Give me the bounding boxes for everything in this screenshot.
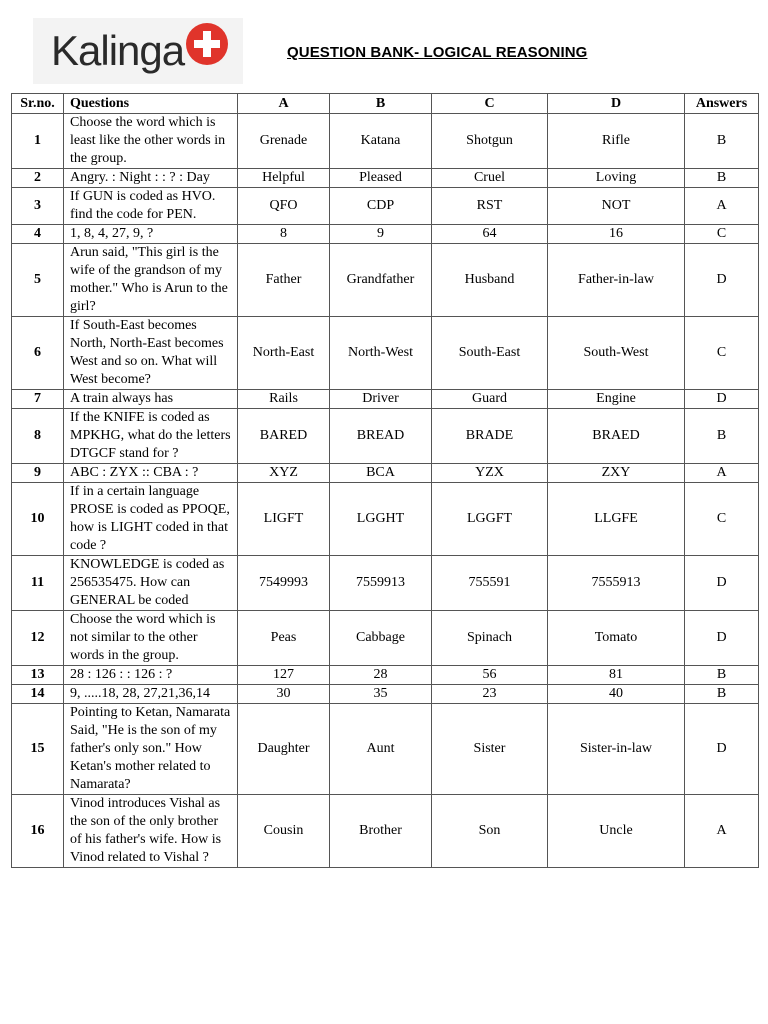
- table-row: [12, 556, 759, 611]
- option-b-cell: North-West: [330, 317, 432, 390]
- option-b-cell: Katana: [330, 114, 432, 169]
- option-b-cell: Pleased: [330, 169, 432, 188]
- option-d-cell: ZXY: [548, 464, 685, 483]
- option-c-cell: LGGFT: [432, 483, 548, 556]
- option-b-cell: Cabbage: [330, 611, 432, 666]
- option-a-cell: XYZ: [238, 464, 330, 483]
- column-header-a: A: [238, 94, 330, 114]
- table-row: [12, 483, 759, 556]
- option-b-cell: BREAD: [330, 409, 432, 464]
- table-row: [12, 666, 759, 685]
- sr-no-cell: 1: [12, 114, 64, 169]
- option-b-cell: CDP: [330, 188, 432, 225]
- option-b-cell: 9: [330, 225, 432, 244]
- sr-no-cell: 4: [12, 225, 64, 244]
- option-a-cell: Grenade: [238, 114, 330, 169]
- table-row: [12, 188, 759, 225]
- option-b-cell: LGGHT: [330, 483, 432, 556]
- option-d-cell: Rifle: [548, 114, 685, 169]
- sr-no-cell: 14: [12, 685, 64, 704]
- option-c-cell: 755591: [432, 556, 548, 611]
- question-cell: 28 : 126 : : 126 : ?: [64, 666, 238, 685]
- question-cell: Arun said, "This girl is the wife of the grandson of my mother." Who is Arun to the girl?: [64, 244, 238, 317]
- option-d-cell: NOT: [548, 188, 685, 225]
- table-row: [12, 611, 759, 666]
- question-bank-table: [11, 93, 759, 868]
- option-c-cell: Cruel: [432, 169, 548, 188]
- column-header-b: B: [330, 94, 432, 114]
- sr-no-cell: 12: [12, 611, 64, 666]
- question-cell: ABC : ZYX :: CBA : ?: [64, 464, 238, 483]
- question-cell: Vinod introduces Vishal as the son of the only brother of his father's wife. How is Vinod related to Vishal ?: [64, 795, 238, 868]
- table-row: [12, 795, 759, 868]
- column-header-questions: Questions: [64, 94, 238, 114]
- question-cell: Pointing to Ketan, Namarata Said, "He is the son of my father's only son." How Ketan's mother related to Namarata?: [64, 704, 238, 795]
- option-a-cell: QFO: [238, 188, 330, 225]
- table-row: [12, 390, 759, 409]
- answer-cell: B: [685, 666, 759, 685]
- option-b-cell: Driver: [330, 390, 432, 409]
- option-d-cell: LLGFE: [548, 483, 685, 556]
- sr-no-cell: 5: [12, 244, 64, 317]
- option-c-cell: 23: [432, 685, 548, 704]
- option-d-cell: 40: [548, 685, 685, 704]
- option-a-cell: BARED: [238, 409, 330, 464]
- option-d-cell: 81: [548, 666, 685, 685]
- table-row: [12, 114, 759, 169]
- option-a-cell: Daughter: [238, 704, 330, 795]
- option-c-cell: YZX: [432, 464, 548, 483]
- answer-cell: C: [685, 225, 759, 244]
- option-a-cell: North-East: [238, 317, 330, 390]
- option-d-cell: South-West: [548, 317, 685, 390]
- question-cell: Angry. : Night : : ? : Day: [64, 169, 238, 188]
- option-c-cell: 64: [432, 225, 548, 244]
- option-d-cell: Tomato: [548, 611, 685, 666]
- kalinga-logo: [33, 18, 243, 84]
- table-row: [12, 704, 759, 795]
- question-cell: If GUN is coded as HVO. find the code for PEN.: [64, 188, 238, 225]
- option-d-cell: Uncle: [548, 795, 685, 868]
- question-cell: If the KNIFE is coded as MPKHG, what do the letters DTGCF stand for ?: [64, 409, 238, 464]
- table-row: [12, 685, 759, 704]
- option-d-cell: 7555913: [548, 556, 685, 611]
- option-c-cell: RST: [432, 188, 548, 225]
- table-row: [12, 317, 759, 390]
- column-header-answers: Answers: [685, 94, 759, 114]
- question-cell: Choose the word which is least like the other words in the group.: [64, 114, 238, 169]
- option-b-cell: 7559913: [330, 556, 432, 611]
- table-row: [12, 464, 759, 483]
- option-a-cell: 127: [238, 666, 330, 685]
- option-b-cell: BCA: [330, 464, 432, 483]
- option-c-cell: Spinach: [432, 611, 548, 666]
- sr-no-cell: 3: [12, 188, 64, 225]
- sr-no-cell: 10: [12, 483, 64, 556]
- option-d-cell: BRAED: [548, 409, 685, 464]
- option-d-cell: Engine: [548, 390, 685, 409]
- option-c-cell: Guard: [432, 390, 548, 409]
- option-d-cell: Loving: [548, 169, 685, 188]
- logo-wordmark: Kalinga: [51, 27, 185, 74]
- option-c-cell: 56: [432, 666, 548, 685]
- answer-cell: A: [685, 188, 759, 225]
- sr-no-cell: 8: [12, 409, 64, 464]
- option-a-cell: Cousin: [238, 795, 330, 868]
- option-d-cell: Sister-in-law: [548, 704, 685, 795]
- option-a-cell: LIGFT: [238, 483, 330, 556]
- option-b-cell: 35: [330, 685, 432, 704]
- sr-no-cell: 15: [12, 704, 64, 795]
- question-cell: If in a certain language PROSE is coded as PPOQE, how is LIGHT coded in that code ?: [64, 483, 238, 556]
- option-b-cell: 28: [330, 666, 432, 685]
- table-header-row: [12, 94, 759, 114]
- column-header-c: C: [432, 94, 548, 114]
- sr-no-cell: 9: [12, 464, 64, 483]
- question-cell: 1, 8, 4, 27, 9, ?: [64, 225, 238, 244]
- option-a-cell: 7549993: [238, 556, 330, 611]
- answer-cell: A: [685, 464, 759, 483]
- answer-cell: B: [685, 169, 759, 188]
- question-cell: If South-East becomes North, North-East becomes West and so on. What will West become?: [64, 317, 238, 390]
- table-row: [12, 225, 759, 244]
- option-c-cell: Sister: [432, 704, 548, 795]
- answer-cell: B: [685, 685, 759, 704]
- option-c-cell: BRADE: [432, 409, 548, 464]
- question-cell: A train always has: [64, 390, 238, 409]
- answer-cell: C: [685, 483, 759, 556]
- question-cell: 9, .....18, 28, 27,21,36,14: [64, 685, 238, 704]
- answer-cell: B: [685, 409, 759, 464]
- sr-no-cell: 7: [12, 390, 64, 409]
- option-b-cell: Brother: [330, 795, 432, 868]
- option-a-cell: Father: [238, 244, 330, 317]
- answer-cell: D: [685, 704, 759, 795]
- answer-cell: C: [685, 317, 759, 390]
- answer-cell: D: [685, 390, 759, 409]
- option-b-cell: Aunt: [330, 704, 432, 795]
- option-c-cell: Husband: [432, 244, 548, 317]
- option-a-cell: Helpful: [238, 169, 330, 188]
- option-c-cell: Son: [432, 795, 548, 868]
- option-d-cell: Father-in-law: [548, 244, 685, 317]
- option-a-cell: Peas: [238, 611, 330, 666]
- question-cell: KNOWLEDGE is coded as 256535475. How can GENERAL be coded: [64, 556, 238, 611]
- table-row: [12, 244, 759, 317]
- sr-no-cell: 6: [12, 317, 64, 390]
- page-title: QUESTION BANK- LOGICAL REASONING: [287, 44, 588, 61]
- sr-no-cell: 2: [12, 169, 64, 188]
- sr-no-cell: 16: [12, 795, 64, 868]
- option-d-cell: 16: [548, 225, 685, 244]
- answer-cell: A: [685, 795, 759, 868]
- answer-cell: D: [685, 556, 759, 611]
- option-c-cell: Shotgun: [432, 114, 548, 169]
- swiss-cross-icon: [186, 23, 228, 65]
- table-row: [12, 169, 759, 188]
- option-a-cell: Rails: [238, 390, 330, 409]
- option-a-cell: 8: [238, 225, 330, 244]
- option-c-cell: South-East: [432, 317, 548, 390]
- sr-no-cell: 11: [12, 556, 64, 611]
- answer-cell: D: [685, 611, 759, 666]
- answer-cell: B: [685, 114, 759, 169]
- option-a-cell: 30: [238, 685, 330, 704]
- column-header-d: D: [548, 94, 685, 114]
- option-b-cell: Grandfather: [330, 244, 432, 317]
- question-cell: Choose the word which is not similar to the other words in the group.: [64, 611, 238, 666]
- answer-cell: D: [685, 244, 759, 317]
- column-header-srno: Sr.no.: [12, 94, 64, 114]
- sr-no-cell: 13: [12, 666, 64, 685]
- table-row: [12, 409, 759, 464]
